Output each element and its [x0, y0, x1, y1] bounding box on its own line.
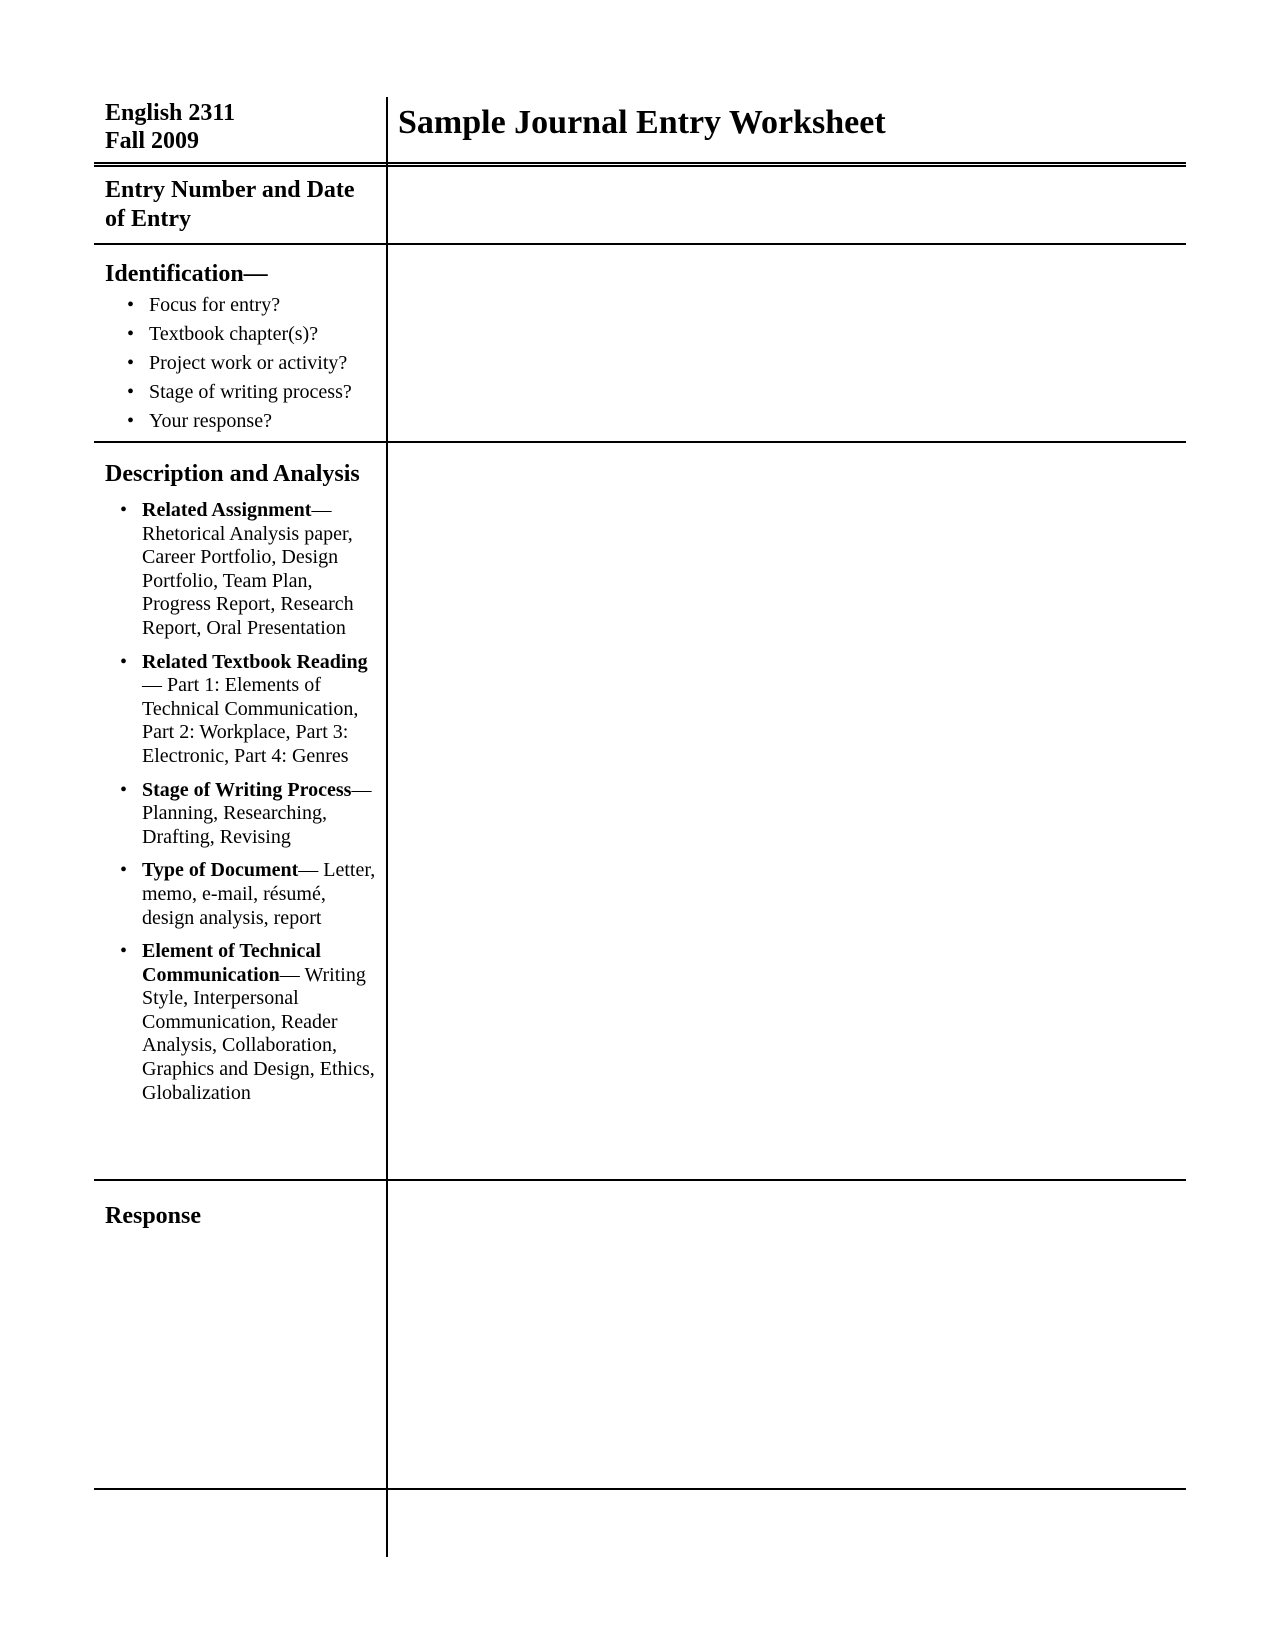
list-item: • Focus for entry? [105, 291, 380, 320]
bullet-icon: • [127, 381, 135, 403]
list-item: • Element of Technical Communication— Writing Style, Interpersonal Communication, Reader Analysis, Collaboration, Graphics and Design, Ethics, Globalization [120, 940, 375, 1104]
item-text: Part 1: Elements of Technical Communication, Part 2: Workplace, Part 3: Electronic, Part 4: Genres [142, 674, 359, 767]
item-label: Related Assignment [142, 499, 312, 521]
item-label: Type of Document [142, 859, 299, 882]
course-name: English 2311 [105, 100, 236, 126]
list-item: • Project work or activity? [105, 349, 380, 378]
list-item: • Related Assignment— Rhetorical Analysis paper, Career Portfolio, Design Portfolio, Team Plan, Progress Report, Research Report, Oral Presentation [120, 499, 354, 639]
item-label: Related Textbook Reading [142, 650, 368, 673]
list-item: • Type of Document— Letter, memo, e-mail, résumé, design analysis, report [120, 859, 376, 929]
list-item: • Your response? [105, 407, 380, 436]
item-label: Stage of Writing Process [142, 778, 352, 801]
bullet-icon: • [120, 499, 128, 521]
list-item: • Related Textbook Reading— Part 1: Elements of Technical Communication, Part 2: Workplace, Part 3: Electronic, Part 4: Genres [120, 650, 368, 767]
row-rule [94, 1179, 1186, 1181]
row-rule [94, 441, 1186, 443]
description-list [105, 499, 380, 1105]
bullet-icon: • [127, 294, 135, 316]
identification-section [105, 260, 380, 436]
response-heading: Response [105, 1203, 202, 1229]
entry-number-heading: Entry Number and Date of Entry [105, 177, 355, 232]
column-divider [386, 97, 388, 1557]
list-item: • Textbook chapter(s)? [105, 320, 380, 349]
course-term: Fall 2009 [105, 128, 199, 154]
bullet-icon: • [127, 323, 135, 345]
header-rule [94, 162, 1186, 167]
bullet-icon: • [120, 778, 128, 801]
row-rule [94, 1488, 1186, 1490]
row-rule [94, 243, 1186, 245]
item-text: Rhetorical Analysis paper, Career Portfolio, Design Portfolio, Team Plan, Progress Report, Research Report, Oral Presentation [142, 522, 354, 639]
item-label: Element of Technical Communication [142, 940, 321, 986]
identification-list [105, 291, 380, 436]
bullet-icon: • [120, 940, 128, 963]
list-item: • Stage of writing process? [105, 378, 380, 407]
identification-heading: Identification— [105, 261, 268, 287]
item-text: Letter, memo, e-mail, résumé, design analysis, report [142, 859, 376, 929]
item-text: Planning, Researching, Drafting, Revising [142, 802, 327, 848]
bullet-icon: • [120, 650, 128, 673]
list-item: • Stage of Writing Process— Planning, Researching, Drafting, Revising [120, 778, 372, 848]
description-section [105, 460, 380, 1115]
description-heading: Description and Analysis [105, 461, 360, 487]
bullet-icon: • [127, 410, 135, 432]
page-title: Sample Journal Entry Worksheet [398, 104, 886, 141]
course-info [105, 99, 380, 155]
bullet-icon: • [127, 352, 135, 374]
item-text: Writing Style, Interpersonal Communication, Reader Analysis, Collaboration, Graphics and Design, Ethics, Globalization [142, 963, 375, 1104]
bullet-icon: • [120, 859, 128, 882]
